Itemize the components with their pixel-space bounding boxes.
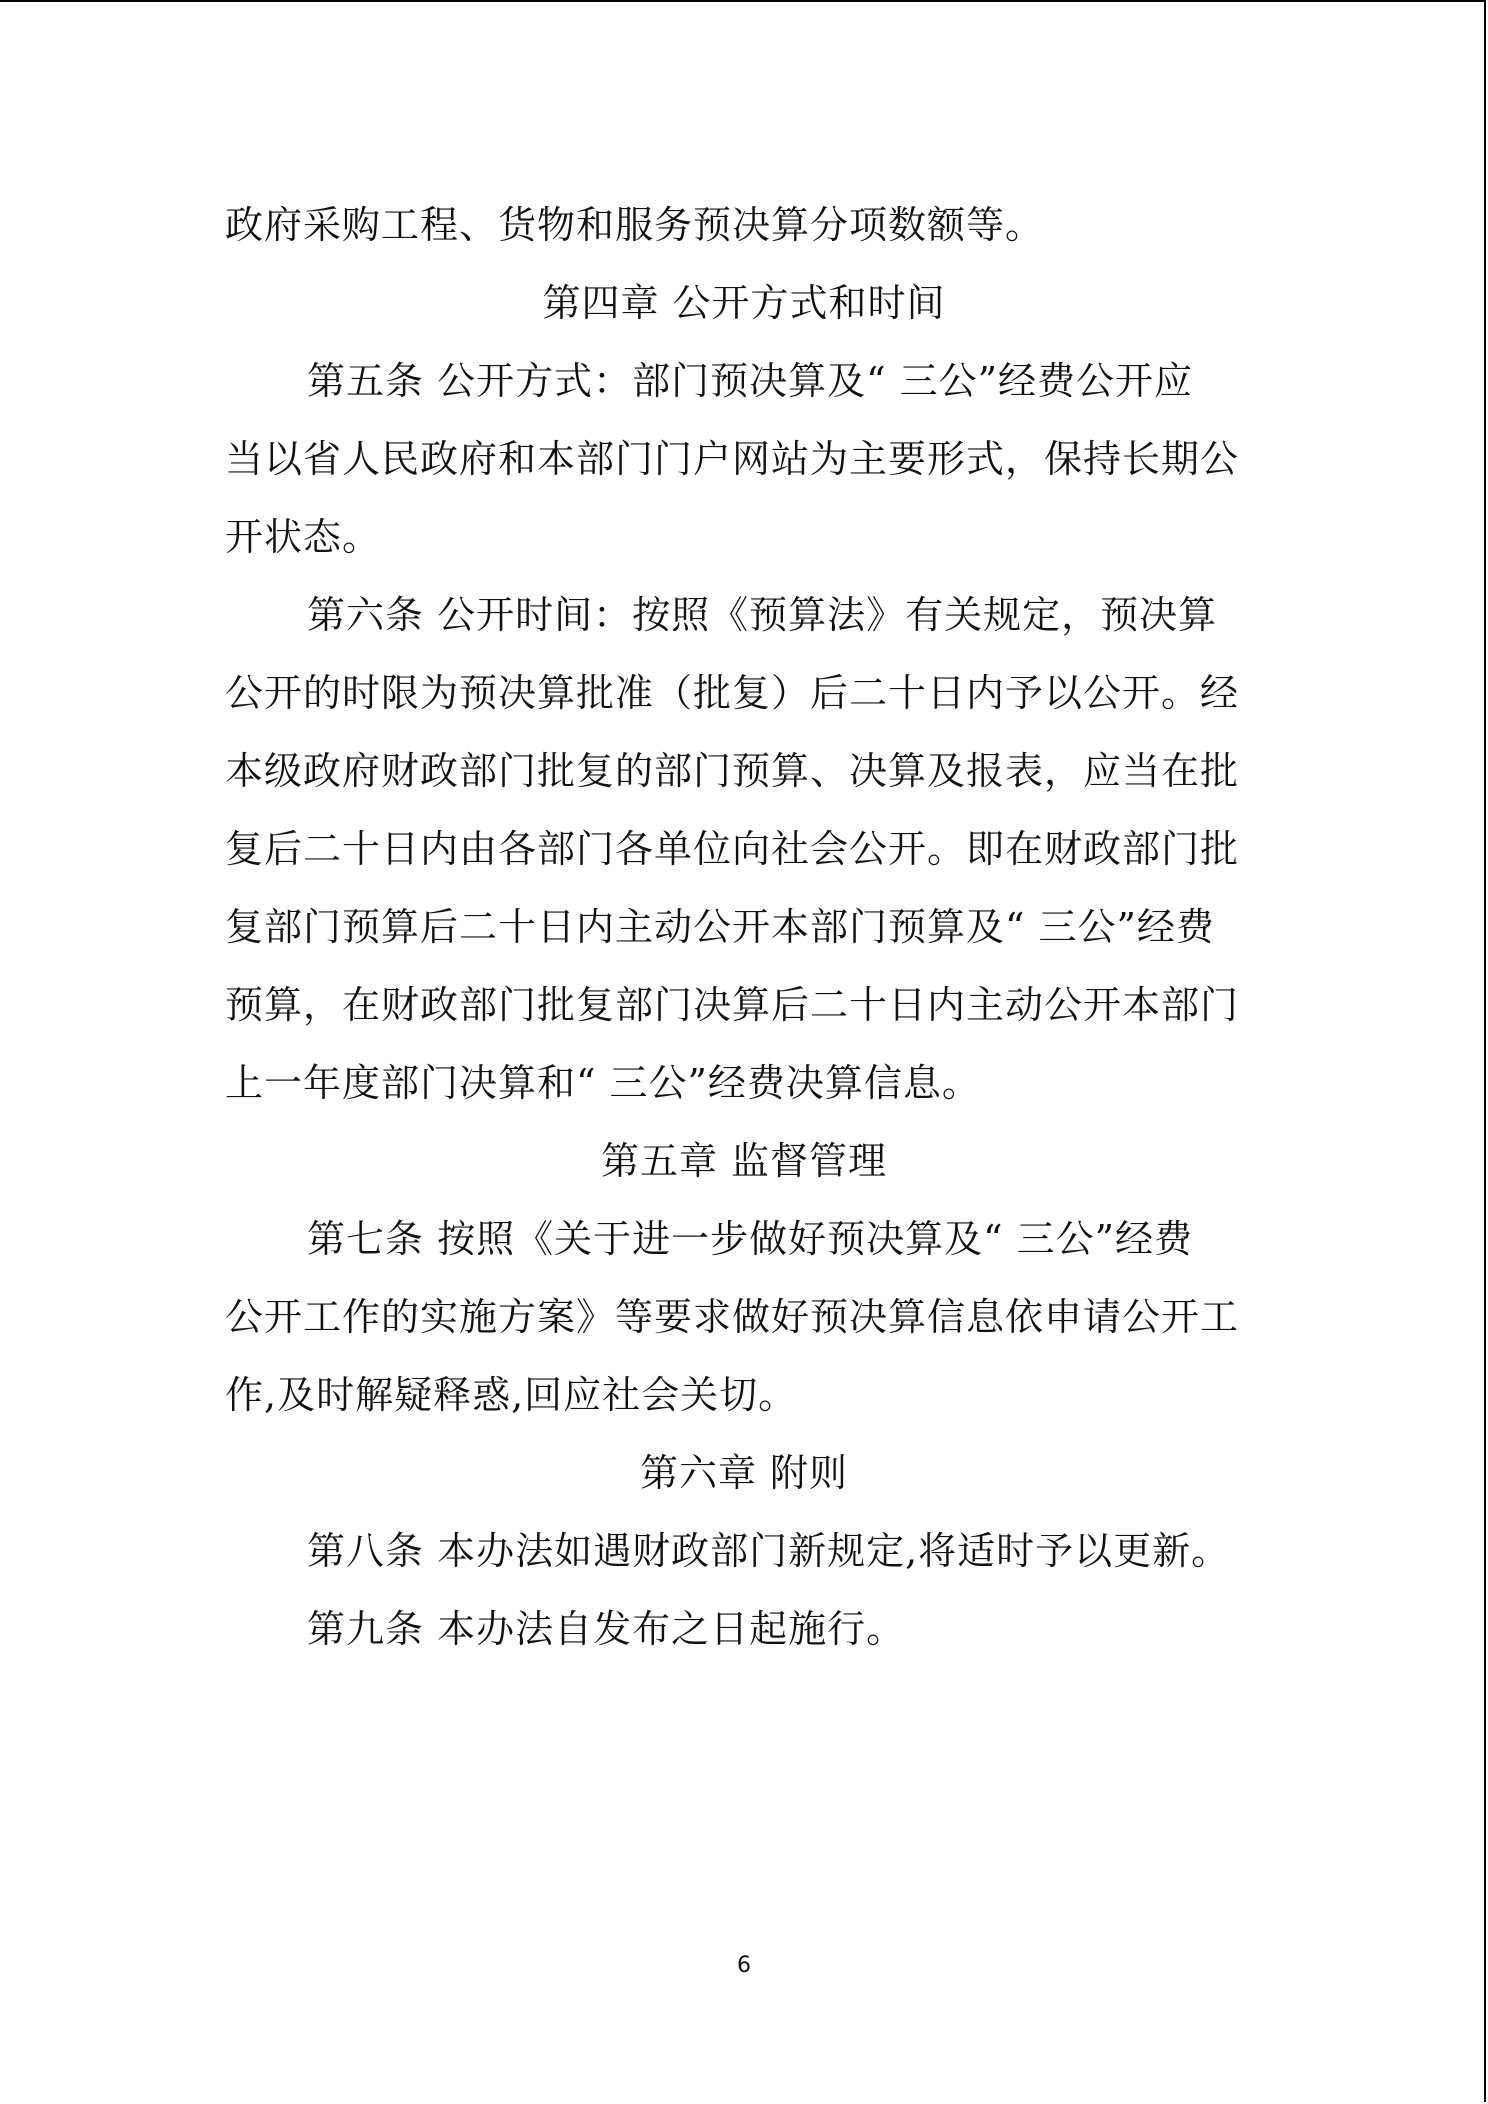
- article-line: 第五条 公开方式：部门预决算及“ 三公”经费公开应: [307, 359, 1194, 403]
- chapter-heading: 第四章 公开方式和时间: [542, 281, 946, 325]
- article-line: 第六条 公开时间：按照《预算法》有关规定，预决算: [307, 593, 1218, 637]
- body-line: 复后二十日内由各部门各单位向社会公开。即在财政部门批: [225, 827, 1240, 871]
- body-line: 预算，在财政部门批复部门决算后二十日内主动公开本部门: [225, 983, 1240, 1027]
- page-number: 6: [737, 1953, 751, 1978]
- body-line: 上一年度部门决算和“ 三公”经费决算信息。: [225, 1061, 981, 1105]
- body-line: 政府采购工程、货物和服务预决算分项数额等。: [225, 203, 1045, 247]
- body-line: 公开的时限为预决算批准（批复）后二十日内予以公开。经: [225, 671, 1240, 715]
- body-line: 本级政府财政部门批复的部门预算、决算及报表，应当在批: [225, 749, 1240, 793]
- body-line: 公开工作的实施方案》等要求做好预决算信息依申请公开工: [225, 1295, 1240, 1339]
- body-line: 作,及时解疑释惑,回应社会关切。: [225, 1373, 798, 1417]
- body-line: 当以省人民政府和本部门门户网站为主要形式，保持长期公: [225, 437, 1240, 481]
- chapter-heading: 第五章 监督管理: [600, 1139, 888, 1183]
- article-line: 第八条 本办法如遇财政部门新规定,将适时予以更新。: [307, 1529, 1231, 1573]
- document-body: [225, 186, 1263, 1668]
- body-line: 开状态。: [225, 515, 382, 559]
- chapter-heading: 第六章 附则: [639, 1451, 849, 1495]
- body-line: 复部门预算后二十日内主动公开本部门预算及“ 三公”经费: [225, 905, 1215, 949]
- article-line: 第九条 本办法自发布之日起施行。: [307, 1607, 906, 1651]
- article-line: 第七条 按照《关于进一步做好预决算及“ 三公”经费: [307, 1217, 1194, 1261]
